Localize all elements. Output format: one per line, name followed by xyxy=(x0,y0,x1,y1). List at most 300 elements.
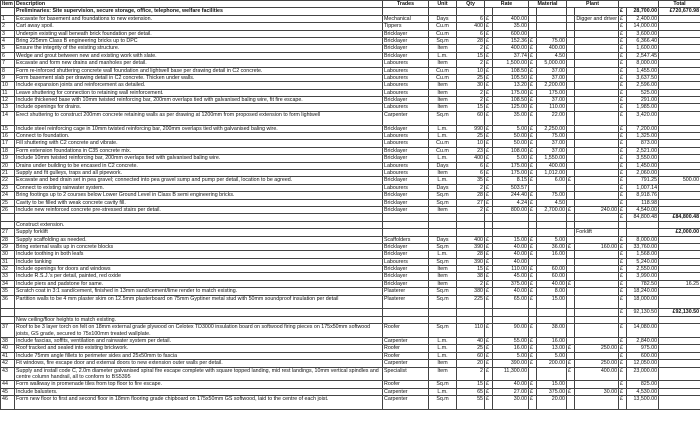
rate-currency: £ xyxy=(485,147,493,154)
item-total: 33,760.00 xyxy=(627,243,659,250)
item-plant xyxy=(575,82,619,89)
item-material: 5,000.00 xyxy=(537,60,567,67)
item-total: 2,550.00 xyxy=(627,266,659,273)
plant-currency: £ xyxy=(567,280,575,287)
plant-currency xyxy=(567,97,575,104)
item-unit: L.m. xyxy=(429,177,457,184)
item-description: Include fascias, soffits, ventilation and rainwater system per detail. xyxy=(15,338,383,345)
blank-cell xyxy=(529,316,537,323)
item-extra xyxy=(659,60,700,67)
item-unit: Sq.m xyxy=(429,192,457,199)
item-number: 18 xyxy=(1,147,15,154)
material-currency xyxy=(529,258,537,265)
item-trade: Labourers xyxy=(383,82,429,89)
material-currency: £ xyxy=(529,206,537,213)
item-extra xyxy=(659,288,700,295)
item-trade: Labourers xyxy=(383,162,429,169)
item-rate: 8.15 xyxy=(493,177,529,184)
plant-currency xyxy=(567,23,575,30)
item-unit: L.m. xyxy=(429,125,457,132)
table-row xyxy=(1,140,700,147)
table-row xyxy=(1,147,700,154)
item-unit: Cu.m xyxy=(429,140,457,147)
item-extra xyxy=(659,170,700,177)
item-description: Connect to foundation. xyxy=(15,133,383,140)
table-row xyxy=(1,381,700,388)
item-plant xyxy=(575,273,619,280)
item-total: 1,568.00 xyxy=(627,251,659,258)
item-material: 75.00 xyxy=(537,192,567,199)
item-plant xyxy=(575,381,619,388)
item-extra xyxy=(659,206,700,213)
item-material: 40.00 xyxy=(537,280,567,287)
plant-currency xyxy=(567,338,575,345)
item-number: 30 xyxy=(1,251,15,258)
total-currency: £ xyxy=(619,396,627,410)
rate-currency: £ xyxy=(485,345,493,352)
subtotal-value: 84,800.48 xyxy=(627,214,659,221)
table-row xyxy=(1,352,700,359)
plant-currency xyxy=(567,147,575,154)
item-total: 118.98 xyxy=(627,199,659,206)
item-material: 37.00 xyxy=(537,97,567,104)
col-qty: Qty xyxy=(457,1,485,8)
item-total: 14,000.00 xyxy=(627,23,659,30)
item-trade: Labourers xyxy=(383,170,429,177)
material-currency xyxy=(529,23,537,30)
blank-cell xyxy=(575,316,619,323)
table-row xyxy=(1,45,700,52)
item-trade: Carpenter xyxy=(383,360,429,367)
item-qty: 2 xyxy=(457,60,485,67)
item-number: 27 xyxy=(1,229,15,236)
blank-cell xyxy=(619,229,627,236)
item-total: 6,366.40 xyxy=(627,37,659,44)
currency: £ xyxy=(619,8,627,15)
item-number: 31 xyxy=(1,258,15,265)
item-qty: 23 xyxy=(457,147,485,154)
item-plant xyxy=(575,236,619,243)
item-total: 8,000.00 xyxy=(627,236,659,243)
item-description: Include toothing in both leafs xyxy=(15,251,383,258)
subtotal-currency: £ xyxy=(619,214,627,221)
material-currency xyxy=(529,15,537,22)
item-qty: 110 xyxy=(457,324,485,338)
item-description: Form new floor to first and second floor in 18mm flooring grade chipboard on 175x50mm GS softwood, laid to the centre of each joist. xyxy=(15,396,383,410)
material-currency: £ xyxy=(529,37,537,44)
item-material: 2,250.00 xyxy=(537,125,567,132)
blank-cell xyxy=(485,309,493,316)
item-total: 791.25 xyxy=(627,177,659,184)
item-total: 3,990.00 xyxy=(627,273,659,280)
rate-currency: £ xyxy=(485,206,493,213)
item-rate: 110.00 xyxy=(493,266,529,273)
item-number: 7 xyxy=(1,60,15,67)
item-total: 2,596.00 xyxy=(627,82,659,89)
item-number: 8 xyxy=(1,67,15,74)
material-currency: £ xyxy=(529,52,537,59)
total-currency: £ xyxy=(619,345,627,352)
item-rate: 175.00 xyxy=(493,170,529,177)
item-material: 6.00 xyxy=(537,177,567,184)
item-total: 600.00 xyxy=(627,352,659,359)
rate-currency: £ xyxy=(485,177,493,184)
item-description: Form extension foundations in C35 concrete mix. xyxy=(15,147,383,154)
material-currency: £ xyxy=(529,243,537,250)
item-rate: 90.00 xyxy=(493,324,529,338)
item-rate: 108.00 xyxy=(493,147,529,154)
item-trade: Bricklayer xyxy=(383,97,429,104)
item-total: 8,000.00 xyxy=(627,60,659,67)
blank-cell xyxy=(627,221,659,228)
item-trade: Mechanical xyxy=(383,15,429,22)
blank-cell xyxy=(537,214,567,221)
table-row xyxy=(1,37,700,44)
item-plant: 250.00 xyxy=(575,360,619,367)
item-qty: 60 xyxy=(457,111,485,125)
blank-cell xyxy=(567,309,575,316)
blank-cell xyxy=(485,229,493,236)
table-row xyxy=(1,74,700,81)
col-rate: Rate xyxy=(485,1,529,8)
blank-cell xyxy=(575,214,619,221)
total-currency: £ xyxy=(619,67,627,74)
rate-currency: £ xyxy=(485,155,493,162)
item-plant xyxy=(575,67,619,74)
item-unit: Cu.m xyxy=(429,23,457,30)
col-unit: Unit xyxy=(429,1,457,8)
item-unit: Item xyxy=(429,97,457,104)
item-trade: Labourers xyxy=(383,140,429,147)
item-extra xyxy=(659,162,700,169)
total-currency: £ xyxy=(619,192,627,199)
col-blank xyxy=(619,1,659,8)
item-description: Bring external walls up in concrete blocks xyxy=(15,243,383,250)
item-qty: 35 xyxy=(457,177,485,184)
rate-currency: £ xyxy=(485,288,493,295)
item-plant: 400.00 xyxy=(575,367,619,381)
item-plant xyxy=(575,74,619,81)
item-material xyxy=(537,184,567,191)
total-currency: £ xyxy=(619,147,627,154)
table-row xyxy=(1,177,700,184)
total-currency: £ xyxy=(619,251,627,258)
item-extra xyxy=(659,74,700,81)
item-plant xyxy=(575,104,619,111)
item-extra xyxy=(659,273,700,280)
total-currency: £ xyxy=(619,280,627,287)
item-extra xyxy=(659,243,700,250)
total-currency: £ xyxy=(619,266,627,273)
item-plant xyxy=(575,266,619,273)
item-trade: Labourers xyxy=(383,184,429,191)
item-rate: 27.00 xyxy=(493,388,529,395)
rate-currency: £ xyxy=(485,23,493,30)
item-description: Cavity to be filled with weak concrete cavity fill. xyxy=(15,199,383,206)
table-row xyxy=(1,23,700,30)
total-currency: £ xyxy=(619,273,627,280)
item-plant: 240.00 xyxy=(575,206,619,213)
plant-currency xyxy=(567,295,575,309)
blank-cell xyxy=(529,229,537,236)
item-description: Underpin existing wall beneath brick foundation per detail. xyxy=(15,30,383,37)
item-total: 291.00 xyxy=(627,97,659,104)
item-total: 2,840.00 xyxy=(627,338,659,345)
total-currency: £ xyxy=(619,111,627,125)
item-total: 825.00 xyxy=(627,381,659,388)
item-description: Excavate and form new drains and manholes per detail. xyxy=(15,60,383,67)
item-unit: Item xyxy=(429,170,457,177)
item-description: Leave shuttering for connection to retaining wall reinforcement. xyxy=(15,89,383,96)
item-description: Form walkway in promenade tiles from top floor to fire escape. xyxy=(15,381,383,388)
item-number: 36 xyxy=(1,295,15,309)
table-row xyxy=(1,236,700,243)
item-extra xyxy=(659,37,700,44)
table-row xyxy=(1,258,700,265)
rate-currency: £ xyxy=(485,236,493,243)
total-currency: £ xyxy=(619,15,627,22)
rate-currency: £ xyxy=(485,381,493,388)
material-currency: £ xyxy=(529,104,537,111)
plant-currency xyxy=(567,30,575,37)
item-extra xyxy=(659,388,700,395)
item-trade: Bricklayer xyxy=(383,206,429,213)
item-qty: 28 xyxy=(457,192,485,199)
rate-currency: £ xyxy=(485,324,493,338)
total-currency: £ xyxy=(619,140,627,147)
item-number: 19 xyxy=(1,155,15,162)
plant-currency xyxy=(567,125,575,132)
item-material: 60.00 xyxy=(537,266,567,273)
plant-currency xyxy=(567,251,575,258)
item-number: 12 xyxy=(1,97,15,104)
item-rate: 55.00 xyxy=(493,338,529,345)
item-material: 37.00 xyxy=(537,74,567,81)
plant-currency xyxy=(567,133,575,140)
item-extra xyxy=(659,184,700,191)
material-currency xyxy=(529,184,537,191)
item-extra xyxy=(659,396,700,410)
rate-currency: £ xyxy=(485,30,493,37)
item-plant xyxy=(575,37,619,44)
item-material: 15.00 xyxy=(537,381,567,388)
item-rate: 105.50 xyxy=(493,74,529,81)
item-material: 400.00 xyxy=(537,45,567,52)
item-extra xyxy=(659,345,700,352)
material-currency: £ xyxy=(529,170,537,177)
blank-cell xyxy=(15,309,383,316)
item-description: Roof to be 3 layer torch on felt on 18mm external grade plywood on Celotex TD3000 insulation board on softwood firing pieces on 175x50mm softwood joists, GS grade, secured to 75x100mm treated wallplate. xyxy=(15,324,383,338)
material-currency: £ xyxy=(529,338,537,345)
table-row xyxy=(1,266,700,273)
item-unit: Cu.m xyxy=(429,147,457,154)
item-number: 28 xyxy=(1,236,15,243)
item-unit: Cu.m xyxy=(429,74,457,81)
item-description: Include thickened base with 10mm twisted reinforcing bar, 200mm overlaps tied with galvanised baling wire, fit fire escape. xyxy=(15,97,383,104)
material-currency: £ xyxy=(529,45,537,52)
item-material: 1,550.00 xyxy=(537,155,567,162)
item-total: 12,050.00 xyxy=(627,360,659,367)
item-qty: 55 xyxy=(457,396,485,410)
rate-currency: £ xyxy=(485,184,493,191)
blank-cell xyxy=(1,316,15,323)
rate-currency: £ xyxy=(485,258,493,265)
blank-cell xyxy=(383,214,429,221)
item-trade: Bricklayer xyxy=(383,280,429,287)
table-row xyxy=(1,199,700,206)
item-unit: Item xyxy=(429,60,457,67)
total-currency: £ xyxy=(619,184,627,191)
rate-currency: £ xyxy=(485,60,493,67)
item-plant xyxy=(575,125,619,132)
item-qty: 15 xyxy=(457,52,485,59)
item-plant xyxy=(575,52,619,59)
blank-cell xyxy=(493,316,529,323)
material-currency: £ xyxy=(529,125,537,132)
rate-currency: £ xyxy=(485,367,493,381)
blank-cell xyxy=(429,221,457,228)
item-qty: 6 xyxy=(457,15,485,22)
item-number: 34 xyxy=(1,280,15,287)
item-material xyxy=(537,258,567,265)
rate-currency: £ xyxy=(485,280,493,287)
rate-currency: £ xyxy=(485,74,493,81)
section-label: New ceiling/floor heights to match existing. xyxy=(15,316,383,323)
total-currency: £ xyxy=(619,45,627,52)
item-unit: Days xyxy=(429,162,457,169)
item-qty: 15 xyxy=(457,104,485,111)
plant-currency: £ xyxy=(567,206,575,213)
item-qty: 38 xyxy=(457,273,485,280)
item-unit: Cu.m xyxy=(429,67,457,74)
material-currency: £ xyxy=(529,396,537,410)
material-currency: £ xyxy=(529,97,537,104)
rate-currency: £ xyxy=(485,273,493,280)
item-total: 525.00 xyxy=(627,89,659,96)
material-currency: £ xyxy=(529,162,537,169)
rate-currency: £ xyxy=(485,125,493,132)
item-material: 16.00 xyxy=(537,338,567,345)
item-plant: 160.00 xyxy=(575,243,619,250)
item-material: 200.00 xyxy=(537,360,567,367)
item-total: 23,000.00 xyxy=(627,367,659,381)
item-extra xyxy=(659,367,700,381)
total-currency: £ xyxy=(619,133,627,140)
item-qty: 30 xyxy=(457,82,485,89)
item-rate: 37.74 xyxy=(493,52,529,59)
item-rate: 11,300.00 xyxy=(493,367,529,381)
item-number: 4 xyxy=(1,37,15,44)
rate-currency: £ xyxy=(485,67,493,74)
total-currency: £ xyxy=(619,177,627,184)
blank-cell xyxy=(493,309,529,316)
rate-currency: £ xyxy=(485,243,493,250)
item-plant xyxy=(575,324,619,338)
table-row xyxy=(1,15,700,22)
material-currency: £ xyxy=(529,273,537,280)
item-plant xyxy=(575,23,619,30)
blank-cell xyxy=(537,221,567,228)
rate-currency: £ xyxy=(485,251,493,258)
plant-currency: £ xyxy=(567,367,575,381)
item-rate: 5.00 xyxy=(493,155,529,162)
item-material xyxy=(537,367,567,381)
total-currency: £ xyxy=(619,89,627,96)
item-rate: 375.00 xyxy=(493,280,529,287)
total-currency: £ xyxy=(619,367,627,381)
item-rate: 400.00 xyxy=(493,45,529,52)
total-currency: £ xyxy=(619,30,627,37)
item-description: Include 10mm twisted reinforcing bar, 200mm overlaps tied with galvanised baling wire. xyxy=(15,155,383,162)
item-material: 22.00 xyxy=(537,111,567,125)
item-qty: 25 xyxy=(457,74,485,81)
section-total: 28,700.00 xyxy=(627,8,659,15)
plant-currency: £ xyxy=(567,177,575,184)
item-trade: Bricklayer xyxy=(383,192,429,199)
item-material: 37.00 xyxy=(537,140,567,147)
item-plant xyxy=(575,258,619,265)
item-rate: 108.50 xyxy=(493,67,529,74)
item-description: Excavate for basement and foundations to new extension. xyxy=(15,15,383,22)
item-trade: Roofer xyxy=(383,324,429,338)
item-qty: 28 xyxy=(457,37,485,44)
table-row xyxy=(1,89,700,96)
item-number: 9 xyxy=(1,74,15,81)
plant-currency xyxy=(567,52,575,59)
item-unit: Sq.m xyxy=(429,199,457,206)
item-number: 5 xyxy=(1,45,15,52)
item-unit: Days xyxy=(429,15,457,22)
item-trade: Roofer xyxy=(383,381,429,388)
plant-currency xyxy=(567,236,575,243)
total-currency: £ xyxy=(619,155,627,162)
section-preliminaries xyxy=(1,8,700,15)
total-currency: £ xyxy=(619,52,627,59)
plant-currency xyxy=(567,82,575,89)
material-currency: £ xyxy=(529,199,537,206)
item-qty: 60 xyxy=(457,352,485,359)
plant-currency xyxy=(567,192,575,199)
total-currency: £ xyxy=(619,258,627,265)
item-plant xyxy=(575,295,619,309)
item-total: 782.50 xyxy=(627,280,659,287)
blank-cell xyxy=(485,316,493,323)
item-extra xyxy=(659,251,700,258)
item-material: 37.00 xyxy=(537,67,567,74)
item-trade: Labourers xyxy=(383,258,429,265)
item-unit: L.m. xyxy=(429,338,457,345)
item-plant xyxy=(575,133,619,140)
item-qty: 400 xyxy=(457,236,485,243)
plant-currency xyxy=(567,184,575,191)
item-description: Form re-inforced shuttering concrete wall foundation and lightwell base per drawing detail in C2 concrete. xyxy=(15,67,383,74)
item-extra xyxy=(659,352,700,359)
item-qty: 2 xyxy=(457,184,485,191)
blank-cell xyxy=(567,316,575,323)
item-unit: Days xyxy=(429,236,457,243)
item-extra xyxy=(659,45,700,52)
subtotal-row xyxy=(1,214,700,221)
item-description: Wedge and grout between new and existing work with slate. xyxy=(15,52,383,59)
rate-currency: £ xyxy=(485,162,493,169)
item-trade: Bricklayer xyxy=(383,177,429,184)
item-qty: 2 xyxy=(457,206,485,213)
item-material: 36.00 xyxy=(537,243,567,250)
item-material: 2,200.00 xyxy=(537,82,567,89)
blank-cell xyxy=(529,214,537,221)
item-plant xyxy=(575,199,619,206)
rate-currency: £ xyxy=(485,360,493,367)
